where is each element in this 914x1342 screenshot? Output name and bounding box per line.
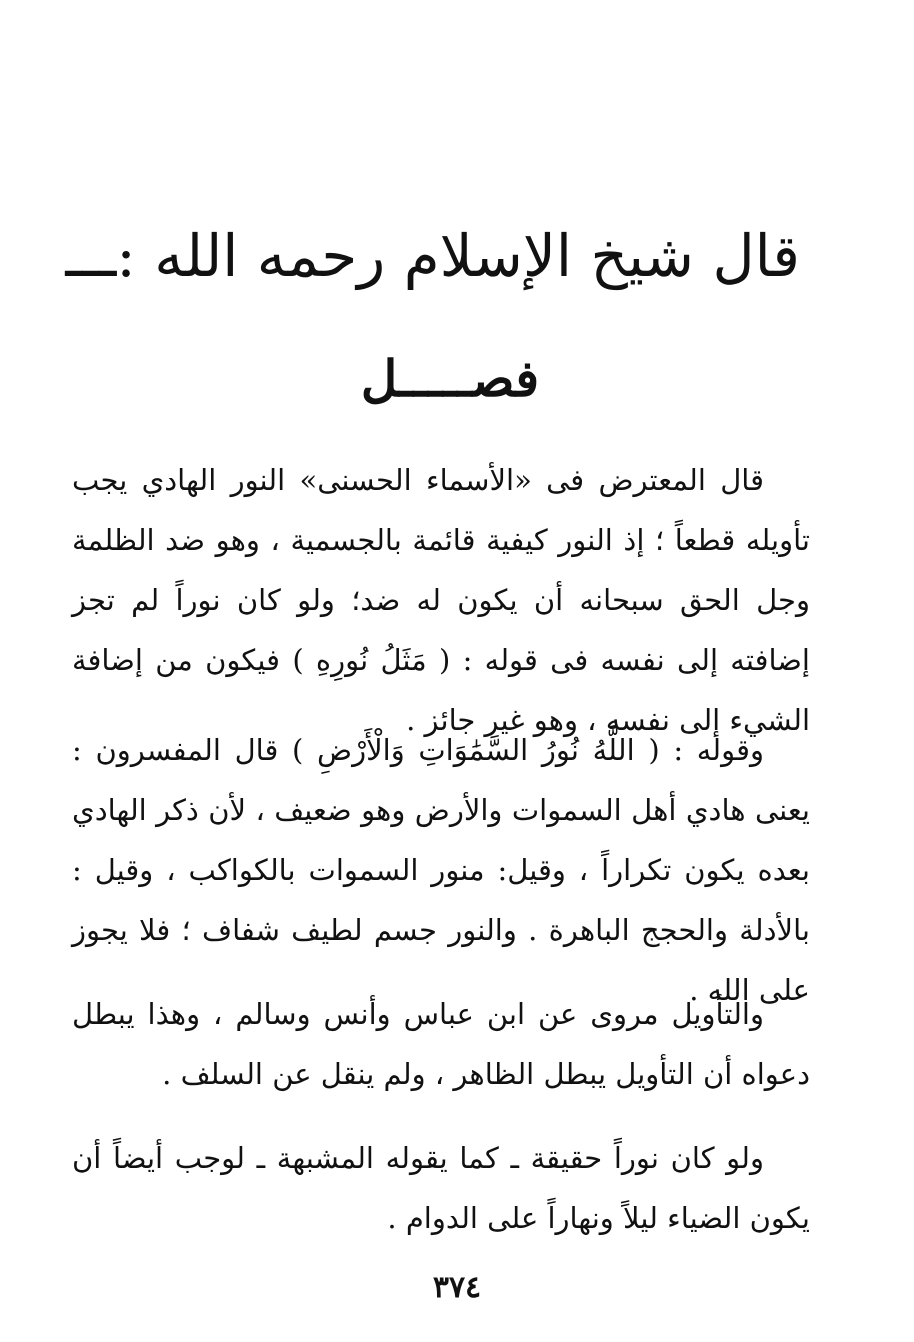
chapter-title: فصـــــل [360,349,540,408]
paragraph-3 [72,984,810,1104]
paragraph-text: والتأويل مروى عن ابن عباس وأنس وسالم ، وهذا يبطل دعواه أن التأويل يبطل الظاهر ، ولم ينقل عن السلف . [72,997,810,1091]
paragraph-text: قال المعترض فى «الأسماء الحسنى» النور الهادي يجب تأويله قطعاً ؛ إذ النور كيفية قائمة بالجسمية ، وهو ضد الظلمة وجل الحق سبحانه أن يكون له ضد؛ ولو كان نوراً لم تجز إضافته إلى نفسه فى قوله : ( مَثَلُ نُورِهِ ) فيكون من إضافة الشيء إلى نفسه ، وهو غير جائز . [72,463,810,737]
paragraph-4 [72,1128,810,1248]
page-number: ٣٧٤ [432,1270,482,1305]
section-heading: قال شيخ الإسلام رحمه الله :ـــ [65,222,800,290]
paragraph-2 [72,720,810,1020]
paragraph-text: ولو كان نوراً حقيقة ـ كما يقوله المشبهة ـ لوجب أيضاً أن يكون الضياء ليلاً ونهاراً على الدوام . [72,1141,810,1235]
paragraph-text: وقوله : ( اللَّهُ نُورُ السَّمَٰوَاتِ وَالْأَرْضِ ) قال المفسرون : يعنى هادي أهل السموات والأرض وهو ضعيف ، لأن ذكر الهادي بعده يكون تكراراً ، وقيل: منور السموات بالكواكب ، وقيل : بالأدلة والحجج الباهرة . والنور جسم لطيف شفاف ؛ فلا يجوز على الله . [72,733,810,1007]
paragraph-1 [72,450,810,750]
